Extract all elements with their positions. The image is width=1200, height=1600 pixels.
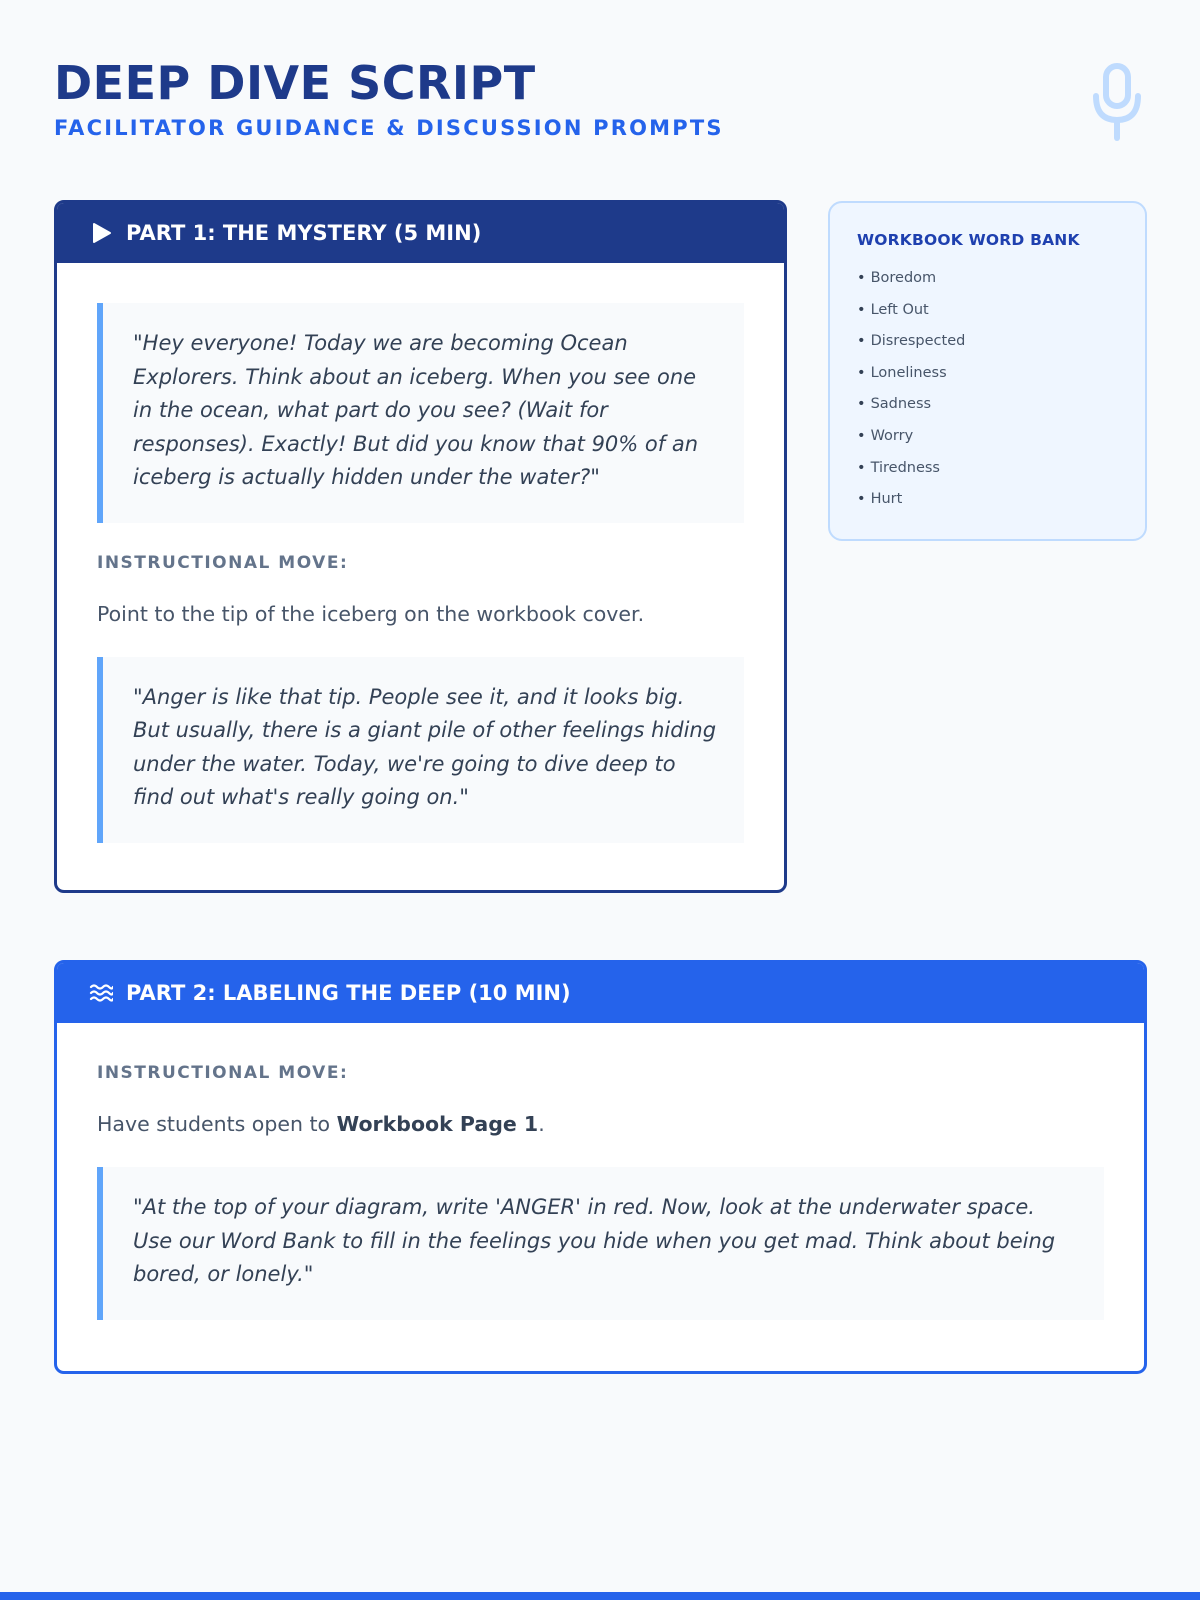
part2-card: [54, 960, 1147, 1374]
part2-body: [57, 1023, 1144, 1320]
script-quote: "Anger is like that tip. People see it, and it looks big. But usually, there is a giant pile of other feelings hiding under the water. Today, we're going to dive deep to find out what's really going on.": [97, 657, 744, 843]
instructional-move-text: Have students open to Workbook Page 1.: [97, 1112, 545, 1136]
instructional-move-label: INSTRUCTIONAL MOVE:: [97, 552, 349, 573]
word-bank-item: • Boredom: [857, 270, 937, 286]
page-subtitle: FACILITATOR GUIDANCE & DISCUSSION PROMPTS: [54, 116, 724, 140]
page-header: [54, 56, 1146, 146]
word-bank-list: [857, 263, 1119, 516]
part2-title: PART 2: LABELING THE DEEP (10 MIN): [126, 981, 571, 1005]
part1-body: [57, 263, 784, 843]
word-bank-item: • Loneliness: [857, 364, 947, 381]
word-bank-item: • Hurt: [857, 491, 903, 508]
word-bank-item: • Sadness: [857, 396, 932, 413]
word-bank-item: • Worry: [857, 427, 914, 444]
part2-header: [57, 963, 1144, 1023]
workbook-page-ref: Workbook Page 1: [336, 1112, 539, 1136]
instructional-move-text: Point to the tip of the iceberg on the workbook cover.: [97, 601, 645, 626]
waves-icon: [89, 981, 113, 1005]
part1-card: [54, 200, 787, 893]
part1-title: PART 1: THE MYSTERY (5 MIN): [126, 221, 482, 245]
microphone-icon: [1090, 62, 1146, 142]
word-bank-item: • Tiredness: [857, 459, 940, 476]
word-bank-panel: [828, 201, 1147, 541]
part1-header: [57, 203, 784, 263]
word-bank-title: WORKBOOK WORD BANK: [857, 231, 1080, 249]
footer-accent-bar: [0, 1592, 1200, 1600]
word-bank-item: • Disrespected: [857, 333, 966, 350]
play-icon: [89, 221, 113, 245]
script-quote: "Hey everyone! Today we are becoming Ocean Explorers. Think about an iceberg. When you see one in the ocean, what part do you see? (Wait for responses). Exactly! But did you know that 90% of an iceberg is actually hidden under the water?": [97, 303, 744, 523]
instructional-move-label: INSTRUCTIONAL MOVE:: [97, 1063, 349, 1083]
script-quote: "At the top of your diagram, write 'ANGER' in red. Now, look at the underwater space. Use our Word Bank to fill in the feelings you hide when you get mad. Think about being bored, or lonely.": [97, 1167, 1104, 1320]
word-bank-item: • Left Out: [857, 301, 929, 318]
page-title: DEEP DIVE SCRIPT: [54, 56, 536, 110]
